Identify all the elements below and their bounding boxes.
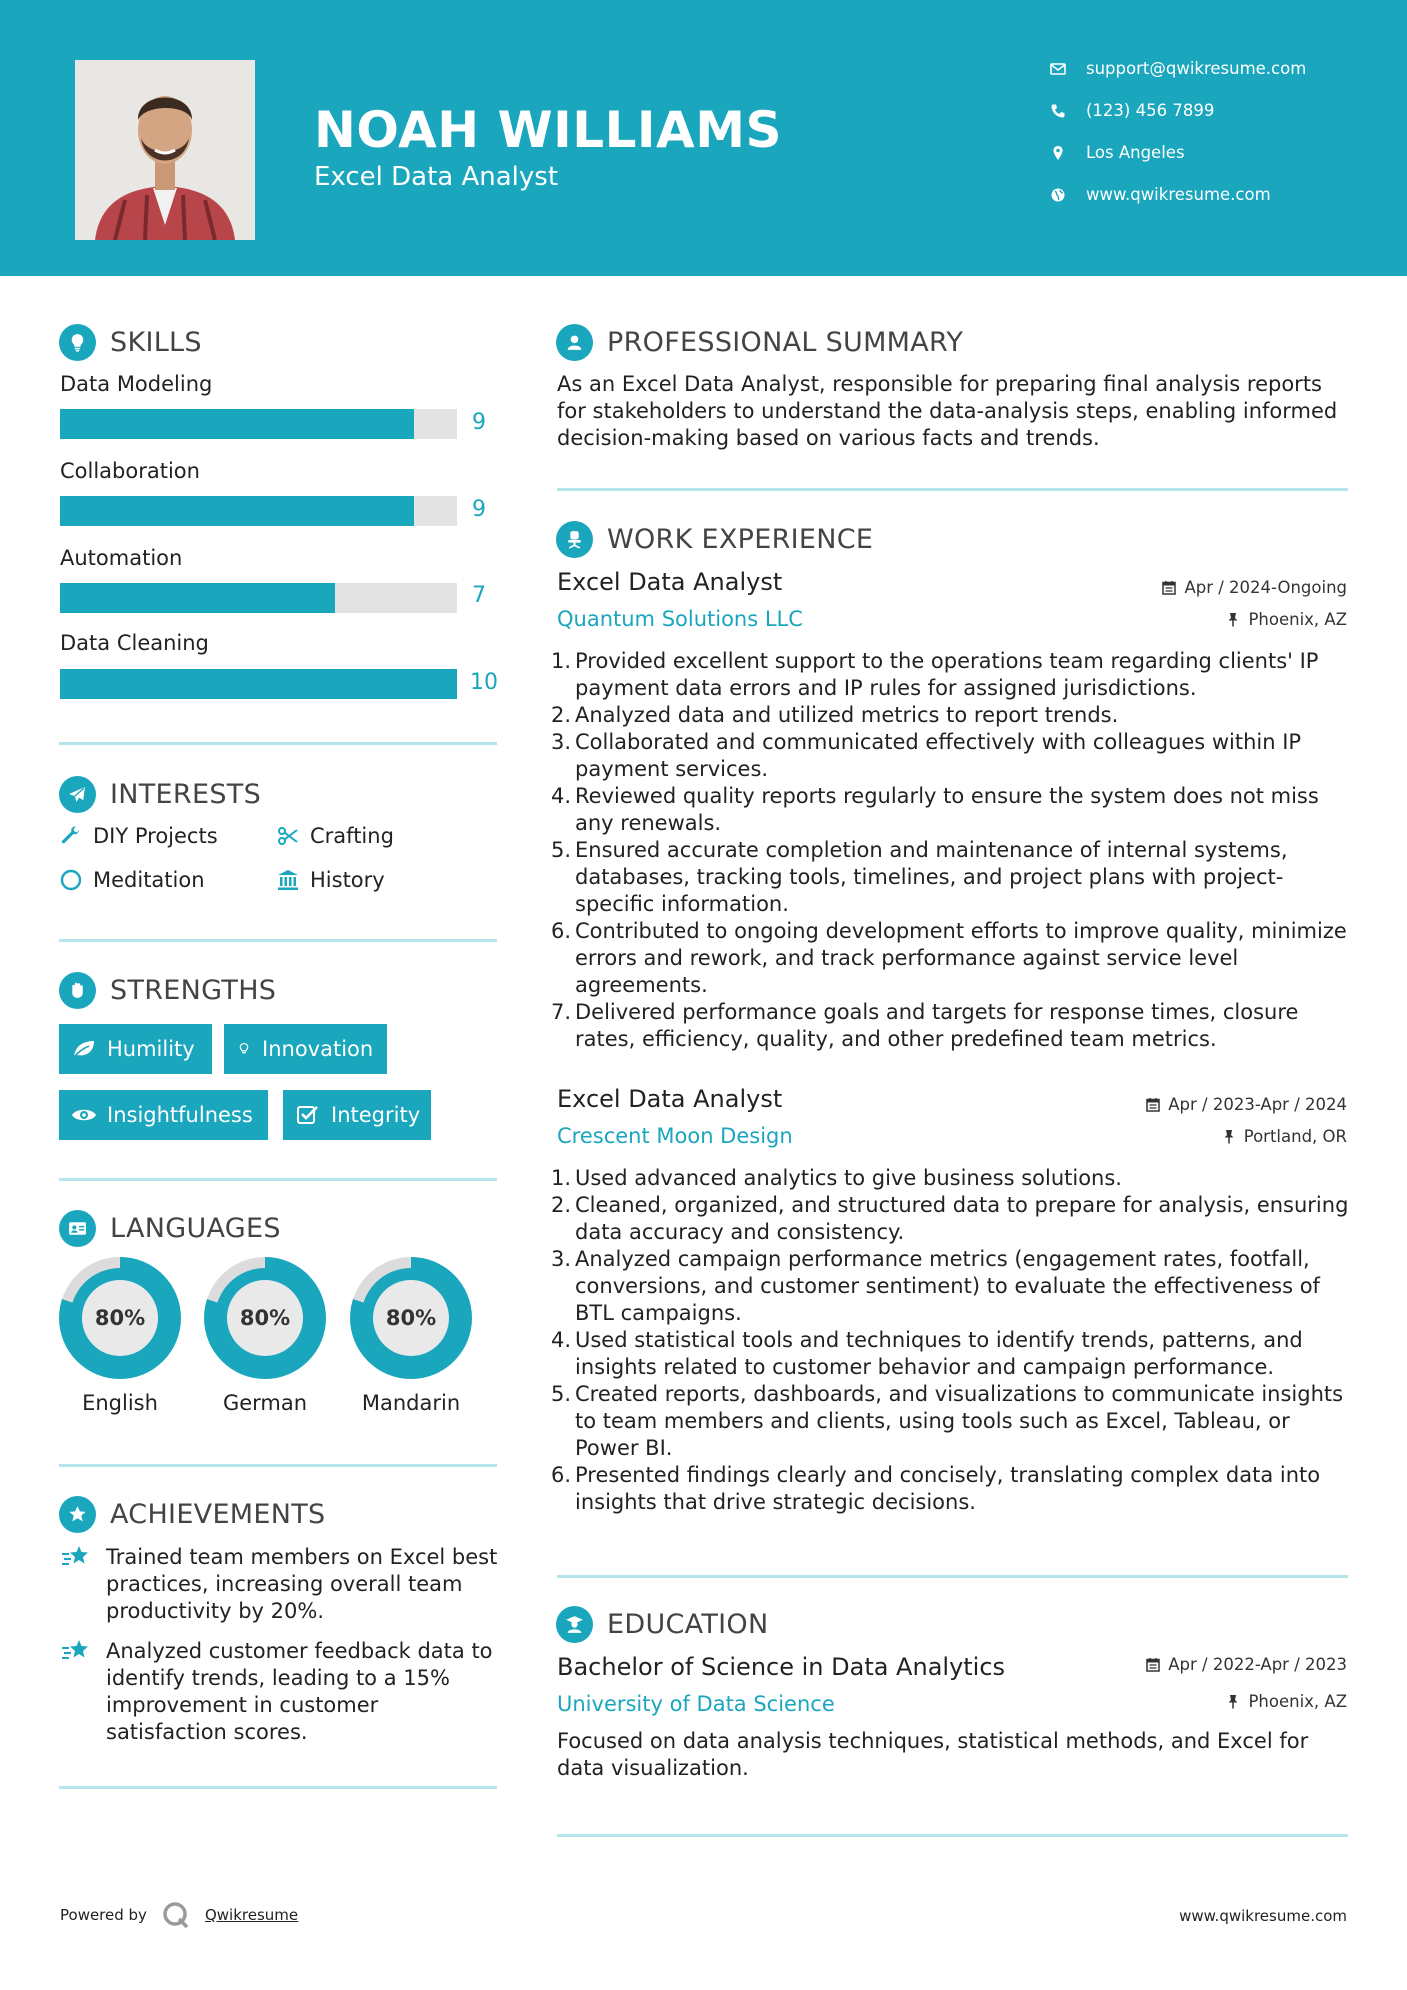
contact-phone[interactable] <box>1050 101 1214 120</box>
resume-header <box>0 0 1407 276</box>
skill-label: Automation <box>60 546 183 570</box>
contact-email-text: support@qwikresume.com <box>1086 59 1307 78</box>
education-location-text: Phoenix, AZ <box>1248 1692 1347 1711</box>
strengths-title: STRENGTHS <box>110 975 277 1006</box>
achievements-title: ACHIEVEMENTS <box>110 1499 326 1530</box>
language-percent: 80% <box>227 1280 303 1356</box>
job-location-text: Portland, OR <box>1243 1127 1347 1146</box>
id-card-icon <box>59 1210 96 1247</box>
education-location <box>1226 1692 1347 1711</box>
strength-badge <box>59 1024 212 1074</box>
language-percent: 80% <box>373 1280 449 1356</box>
list-item: 4. Used statistical tools and techniques to identify trends, patterns, and insights related to customer behavior and campaign performance. <box>551 1328 1303 1379</box>
skill-label: Data Cleaning <box>60 631 209 655</box>
language-percent: 80% <box>82 1280 158 1356</box>
company-name: Quantum Solutions LLC <box>557 607 803 631</box>
language-progress-ring <box>59 1257 181 1379</box>
powered-by-text: Powered by <box>60 1906 147 1924</box>
contact-website-text: www.qwikresume.com <box>1086 185 1271 204</box>
pushpin-icon <box>1222 1129 1236 1144</box>
section-divider <box>59 1786 497 1789</box>
list-item: 1. Used advanced analytics to give business solutions. <box>551 1166 1122 1190</box>
skill-value: 10 <box>470 670 498 695</box>
education-title: EDUCATION <box>607 1609 769 1640</box>
language-item <box>350 1257 472 1415</box>
skill-value: 9 <box>472 497 486 522</box>
strength-label: Insightfulness <box>107 1103 253 1127</box>
skill-value: 7 <box>472 583 486 608</box>
paper-plane-icon <box>59 776 96 813</box>
interests-title: INTERESTS <box>110 779 262 810</box>
interest-label: Meditation <box>93 868 205 892</box>
skill-label: Collaboration <box>60 459 200 483</box>
pushpin-icon <box>1226 1694 1240 1709</box>
list-item: 5. Created reports, dashboards, and visualizations to communicate insights to team members and clients, using tools such as Excel, Tableau, or Power BI. <box>551 1382 1344 1460</box>
job-dates <box>1162 578 1347 597</box>
candidate-title: Excel Data Analyst <box>314 162 559 192</box>
job-location <box>1222 1127 1347 1146</box>
section-divider <box>59 939 497 942</box>
achievement-item <box>60 1638 500 1746</box>
language-item <box>59 1257 181 1415</box>
strengths-heading <box>59 972 276 1009</box>
museum-icon <box>276 868 300 892</box>
contact-location <box>1050 143 1185 162</box>
strength-badge <box>59 1090 268 1140</box>
shooting-star-icon <box>60 1636 92 1664</box>
skill-bar <box>60 583 457 613</box>
skill-bar <box>60 669 457 699</box>
calendar-icon <box>1162 580 1176 595</box>
experience-title: WORK EXPERIENCE <box>607 524 874 555</box>
summary-text: As an Excel Data Analyst, responsible for preparing final analysis reports for stakeholders to understand the data-analysis steps, enabling informed decision-making based on various facts and trends. <box>557 372 1338 450</box>
interest-item <box>276 868 385 892</box>
job-title: Excel Data Analyst <box>557 1085 783 1113</box>
skills-heading <box>59 324 202 361</box>
qwikresume-logo-icon <box>161 1900 191 1930</box>
language-item <box>204 1257 326 1415</box>
skill-label: Data Modeling <box>60 372 213 396</box>
user-icon <box>556 324 593 361</box>
wrench-icon <box>59 824 83 848</box>
lightbulb-icon <box>59 324 96 361</box>
job-dates <box>1146 1095 1347 1114</box>
shooting-star-icon <box>60 1542 92 1570</box>
calendar-icon <box>1146 1657 1160 1672</box>
skill-value: 9 <box>472 410 486 435</box>
scissors-icon <box>276 824 300 848</box>
list-item: 4. Reviewed quality reports regularly to ensure the system does not miss any renewals. <box>551 784 1319 835</box>
interest-label: Crafting <box>310 824 394 848</box>
interests-heading <box>59 776 261 813</box>
office-chair-icon <box>556 521 593 558</box>
profile-photo <box>75 60 255 240</box>
strength-badge <box>224 1024 387 1074</box>
list-item: 3. Analyzed campaign performance metrics (engagement rates, footfall, conversions, and customer sentiment) to evaluate the effectiveness of BTL campaigns. <box>551 1247 1320 1325</box>
section-divider <box>557 1834 1348 1837</box>
job-bullets <box>551 1165 1351 1516</box>
contact-website[interactable] <box>1050 185 1271 204</box>
mail-icon <box>1050 61 1066 77</box>
raised-fist-icon <box>59 972 96 1009</box>
education-dates <box>1146 1655 1347 1674</box>
education-heading <box>556 1606 768 1643</box>
job-bullets <box>551 648 1351 1053</box>
skill-bar <box>60 496 457 526</box>
circle-icon <box>59 868 83 892</box>
job-location <box>1226 610 1347 629</box>
list-item: 6. Contributed to ongoing development efforts to improve quality, minimize errors and rework, and track performance against service level agreements. <box>551 919 1347 997</box>
languages-heading <box>59 1210 281 1247</box>
language-progress-ring <box>204 1257 326 1379</box>
experience-heading <box>556 521 873 558</box>
education-dates-text: Apr / 2022-Apr / 2023 <box>1168 1655 1347 1674</box>
skill-bar-fill <box>60 409 414 439</box>
phone-icon <box>1050 103 1066 119</box>
strength-label: Humility <box>107 1037 195 1061</box>
job-title: Excel Data Analyst <box>557 568 783 596</box>
list-item: 1. Provided excellent support to the operations team regarding clients' IP payment data errors and IP rules for assigned jurisdictions. <box>551 649 1319 700</box>
strength-label: Integrity <box>331 1103 421 1127</box>
section-divider <box>59 1464 497 1467</box>
contact-location-text: Los Angeles <box>1086 143 1185 162</box>
section-divider <box>59 742 497 745</box>
candidate-name: NOAH WILLIAMS <box>314 101 782 159</box>
checkbox-icon <box>295 1104 321 1126</box>
job-dates-text: Apr / 2024-Ongoing <box>1184 578 1347 597</box>
job-dates-text: Apr / 2023-Apr / 2024 <box>1168 1095 1347 1114</box>
footer-website[interactable]: www.qwikresume.com <box>1179 1907 1347 1925</box>
globe-icon <box>1050 187 1066 203</box>
graduate-icon <box>556 1606 593 1643</box>
interest-item <box>59 868 205 892</box>
achievement-text: Analyzed customer feedback data to identify trends, leading to a 15% improvement in customer satisfaction scores. <box>106 1639 493 1744</box>
language-progress-ring <box>350 1257 472 1379</box>
job-location-text: Phoenix, AZ <box>1248 610 1347 629</box>
strength-label: Innovation <box>262 1037 374 1061</box>
skill-bar-fill <box>60 669 457 699</box>
language-name: English <box>82 1391 158 1415</box>
calendar-icon <box>1146 1097 1160 1112</box>
contact-phone-text: (123) 456 7899 <box>1086 101 1215 120</box>
interest-label: History <box>310 868 385 892</box>
school-name: University of Data Science <box>557 1692 835 1716</box>
interest-item <box>276 824 394 848</box>
qwikresume-link[interactable]: Qwikresume <box>204 1906 299 1924</box>
language-name: German <box>222 1391 308 1415</box>
skill-bar <box>60 409 457 439</box>
skills-title: SKILLS <box>110 327 202 358</box>
footer-powered-by <box>60 1900 298 1930</box>
degree-title: Bachelor of Science in Data Analytics <box>557 1653 1006 1681</box>
list-item: 6. Presented findings clearly and concisely, translating complex data into insights that drive strategic decisions. <box>551 1463 1321 1514</box>
leaf-icon <box>71 1038 97 1060</box>
list-item: 7. Delivered performance goals and targets for response times, closure rates, efficiency, quality, and other predefined team metrics. <box>551 1000 1299 1051</box>
language-name: Mandarin <box>361 1391 461 1415</box>
skill-bar-fill <box>60 496 414 526</box>
section-divider <box>59 1178 497 1181</box>
list-item: 2. Analyzed data and utilized metrics to report trends. <box>551 703 1119 727</box>
summary-title: PROFESSIONAL SUMMARY <box>607 327 964 358</box>
list-item: 3. Collaborated and communicated effectively with colleagues within IP payment services. <box>551 730 1302 781</box>
pushpin-icon <box>1226 612 1240 627</box>
section-divider <box>557 488 1348 491</box>
achievement-text: Trained team members on Excel best practices, increasing overall team productivity by 20%. <box>106 1545 498 1623</box>
skill-bar-fill <box>60 583 335 613</box>
star-badge-icon <box>59 1496 96 1533</box>
section-divider <box>557 1575 1348 1578</box>
list-item: 5. Ensured accurate completion and maintenance of internal systems, databases, tracking tools, timelines, and project plans with project-specific information. <box>551 838 1288 916</box>
achievements-heading <box>59 1496 326 1533</box>
eye-icon <box>71 1104 97 1126</box>
location-pin-icon <box>1050 145 1066 161</box>
strength-badge <box>283 1090 431 1140</box>
interest-label: DIY Projects <box>93 824 218 848</box>
list-item: 2. Cleaned, organized, and structured data to prepare for analysis, ensuring data accuracy and consistency. <box>551 1193 1349 1244</box>
lightbulb-icon <box>236 1038 252 1060</box>
interest-item <box>59 824 218 848</box>
company-name: Crescent Moon Design <box>557 1124 793 1148</box>
contact-email[interactable] <box>1050 59 1306 78</box>
summary-heading <box>556 324 963 361</box>
education-text: Focused on data analysis techniques, statistical methods, and Excel for data visualization. <box>557 1729 1309 1780</box>
languages-title: LANGUAGES <box>110 1213 281 1244</box>
achievement-item <box>60 1544 500 1625</box>
